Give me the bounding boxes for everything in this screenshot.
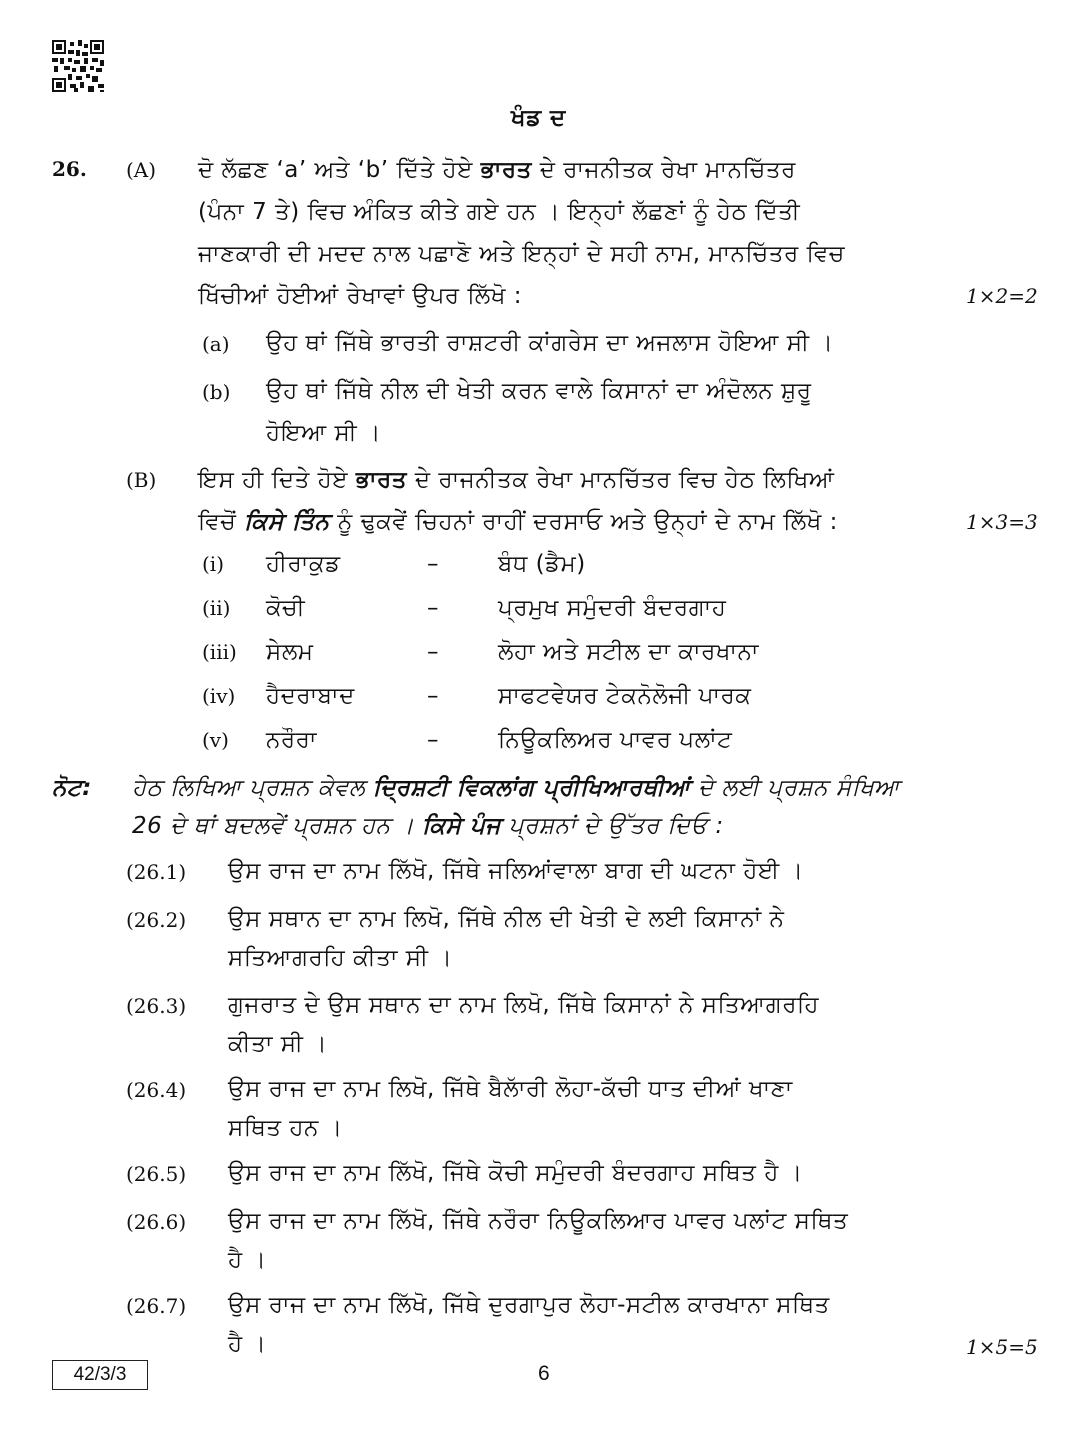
bharat-bold: ਭਾਰਤ [355,467,408,493]
part-b-item-desc: ਨਿਊਕਲਿਅਰ ਪਾਵਰ ਪਲਾਂਟ [498,727,733,753]
part-b-item-label: (iv) [202,684,236,708]
visually-impaired-emphasis: ਦ੍ਰਿਸ਼ਟੀ ਵਿਕਲਾਂਗ ਪ੍ਰੀਖਿਆਰਥੀਆਂ [372,775,691,801]
alt-question-text-cont: ਹੈ । [228,1247,267,1273]
section-title: ਖੰਡ ਦ [511,105,566,131]
question-number: 26. [52,157,87,181]
alt-question-label: (26.4) [126,1078,187,1102]
part-a-label: (A) [126,158,157,182]
part-b-item-place: ਹੀਰਾਕੁਡ [266,551,341,577]
alt-question-label: (26.5) [126,1162,187,1186]
any-five-emphasis: ਕਿਸੇ ਪੰਜ [422,813,501,839]
part-b-item-dash: – [427,639,439,665]
part-b-item-desc: ਸਾਫਟਵੇਯਰ ਟੇਕਨੋਲੋਜੀ ਪਾਰਕ [498,683,752,709]
part-b-item-desc: ਪ੍ਰਮੁਖ ਸਮੁੰਦਰੀ ਬੰਦਰਗਾਹ [498,595,727,621]
part-b-item-dash: – [427,551,439,577]
alt-question-text: ਗੁਜਰਾਤ ਦੇ ਉਸ ਸਥਾਨ ਦਾ ਨਾਮ ਲਿਖੋ, ਜਿੱਥੇ ਕਿਸਾਨਾਂ ਨੇ ਸਤਿਆਗਰਹਿ [228,992,819,1018]
alt-marks: 1×5=5 [966,1335,1038,1359]
part-b-item-label: (v) [202,728,229,752]
part-a-line-1: ਦੋ ਲੱਛਣ ‘a’ ਅਤੇ ‘b’ ਦਿੱਤੇ ਹੋਏ ਭਾਰਤ ਦੇ ਰਾਜਨੀਤਕ ਰੇਖਾ ਮਾਨਚਿੱਤਰ [198,157,796,183]
part-b-line-1: ਇਸ ਹੀ ਦਿਤੇ ਹੋਏ ਭਾਰਤ ਦੇ ਰਾਜਨੀਤਕ ਰੇਖਾ ਮਾਨਚਿੱਤਰ ਵਿਚ ਹੇਠ ਲਿਖਿਆਂ [198,467,835,493]
bharat-bold: ਭਾਰਤ [480,157,532,183]
alt-question-text: ਉਸ ਸਥਾਨ ਦਾ ਨਾਮ ਲਿਖੋ, ਜਿੱਥੇ ਨੀਲ ਦੀ ਖੇਤੀ ਦੇ ਲਈ ਕਿਸਾਨਾਂ ਨੇ [228,906,785,932]
note-line-1: ਹੇਠ ਲਿਖਿਆ ਪ੍ਰਸ਼ਨ ਕੇਵਲ ਦ੍ਰਿਸ਼ਟੀ ਵਿਕਲਾਂਗ ਪ੍ਰੀਖਿਆਰਥੀਆਂ ਦੇ ਲਈ ਪ੍ਰਸ਼ਨ ਸੰਖਿਆ [132,775,900,801]
paper-code: 42/3/3 [52,1360,148,1390]
part-b-item-dash: – [427,683,439,709]
part-b-label: (B) [126,468,157,492]
note-line-2: 26 ਦੇ ਥਾਂ ਬਦਲਵੇਂ ਪ੍ਰਸ਼ਨ ਹਨ । ਕਿਸੇ ਪੰਜ ਪ੍ਰਸ਼ਨਾਂ ਦੇ ਉੱਤਰ ਦਿਓ : [132,813,724,839]
part-a-line-4: ਖਿੱਚੀਆਂ ਹੋਈਆਂ ਰੇਖਾਵਾਂ ਉਪਰ ਲਿੱਖੋ : [198,283,522,309]
part-a-item-label: (a) [202,332,230,356]
part-a-line-2: (ਪੰਨਾ 7 ਤੇ) ਵਿਚ ਅੰਕਿਤ ਕੀਤੇ ਗਏ ਹਨ । ਇਨ੍ਹਾਂ ਲੱਛਣਾਂ ਨੂੰ ਹੇਠ ਦਿੱਤੀ [198,199,801,225]
alt-question-label: (26.1) [126,860,187,884]
alt-question-text-cont: ਕੀਤਾ ਸੀ । [228,1031,328,1057]
qr-code-icon [52,40,104,92]
alt-question-label: (26.6) [126,1210,187,1234]
alt-question-text-cont: ਸਤਿਆਗਰਹਿ ਕੀਤਾ ਸੀ । [228,945,453,971]
alt-question-text: ਉਸ ਰਾਜ ਦਾ ਨਾਮ ਲਿੱਖੋ, ਜਿੱਥੇ ਕੋਚੀ ਸਮੁੰਦਰੀ ਬੰਦਰਗਾਹ ਸਥਿਤ ਹੈ । [228,1160,803,1186]
alt-question-text: ਉਸ ਰਾਜ ਦਾ ਨਾਮ ਲਿੱਖੋ, ਜਿੱਥੇ ਦੁਰਗਾਪੁਰ ਲੋਹਾ-ਸਟੀਲ ਕਾਰਖਾਨਾ ਸਥਿਤ [228,1292,830,1318]
alt-question-text: ਉਸ ਰਾਜ ਦਾ ਨਾਮ ਲਿੱਖੋ, ਜਿੱਥੇ ਨਰੌਰਾ ਨਿਊਕਲਿਆਰ ਪਾਵਰ ਪਲਾਂਟ ਸਥਿਤ [228,1208,849,1234]
part-b-item-place: ਨਰੌਰਾ [266,727,317,753]
part-b-item-label: (iii) [202,640,237,664]
part-b-item-desc: ਬੰਧ (ਡੈਮ) [498,551,586,577]
any-three-emphasis: ਕਿਸੇ ਤਿੰਨ [244,509,330,535]
part-b-item-dash: – [427,727,439,753]
part-a-item-text: ਉਹ ਥਾਂ ਜਿੱਥੇ ਭਾਰਤੀ ਰਾਸ਼ਟਰੀ ਕਾਂਗਰੇਸ ਦਾ ਅਜਲਾਸ ਹੋਇਆ ਸੀ । [266,330,834,356]
part-a-marks: 1×2=2 [966,284,1038,308]
part-a-item-text: ਉਹ ਥਾਂ ਜਿੱਥੇ ਨੀਲ ਦੀ ਖੇਤੀ ਕਰਨ ਵਾਲੇ ਕਿਸਾਨਾਂ ਦਾ ਅੰਦੋਲਨ ਸ਼ੁਰੂ [266,378,812,404]
part-b-line-2: ਵਿਚੋਂ ਕਿਸੇ ਤਿੰਨ ਨੂੰ ਢੁਕਵੇਂ ਚਿਹਨਾਂ ਰਾਹੀਂ ਦਰਸਾਓ ਅਤੇ ਉਨ੍ਹਾਂ ਦੇ ਨਾਮ ਲਿੱਖੋ : [198,509,838,535]
part-b-item-place: ਕੋਚੀ [266,595,306,621]
alt-question-label: (26.7) [126,1294,187,1318]
page-number: 6 [538,1362,550,1385]
part-b-marks: 1×3=3 [966,510,1038,534]
alt-question-text-cont: ਹੈ । [228,1331,267,1357]
alt-question-label: (26.3) [126,994,187,1018]
part-b-item-place: ਸੇਲਮ [266,639,314,665]
part-a-line-3: ਜਾਣਕਾਰੀ ਦੀ ਮਦਦ ਨਾਲ ਪਛਾਣੋ ਅਤੇ ਇਨ੍ਹਾਂ ਦੇ ਸਹੀ ਨਾਮ, ਮਾਨਚਿੱਤਰ ਵਿਚ [198,241,845,267]
part-a-item-label: (b) [202,380,231,404]
part-b-item-dash: – [427,595,439,621]
alt-question-text: ਉਸ ਰਾਜ ਦਾ ਨਾਮ ਲਿੱਖੋ, ਜਿੱਥੇ ਜਲਿਆਂਵਾਲਾ ਬਾਗ ਦੀ ਘਟਨਾ ਹੋਈ । [228,858,804,884]
part-b-item-place: ਹੈਦਰਾਬਾਦ [266,683,355,709]
alt-question-text-cont: ਸਥਿਤ ਹਨ । [228,1115,343,1141]
alt-question-label: (26.2) [126,908,187,932]
note-label: ਨੋਟ: [52,775,92,801]
part-b-item-label: (ii) [202,596,231,620]
part-a-item-text-cont: ਹੋਇਆ ਸੀ । [266,420,381,446]
part-b-item-desc: ਲੋਹਾ ਅਤੇ ਸਟੀਲ ਦਾ ਕਾਰਖਾਨਾ [498,639,759,665]
alt-question-text: ਉਸ ਰਾਜ ਦਾ ਨਾਮ ਲਿਖੋ, ਜਿੱਥੇ ਬੈਲਾੱਰੀ ਲੋਹਾ-ਕੱਚੀ ਧਾਤ ਦੀਆਂ ਖਾਣਾ [228,1076,793,1102]
part-b-item-label: (i) [202,552,225,576]
